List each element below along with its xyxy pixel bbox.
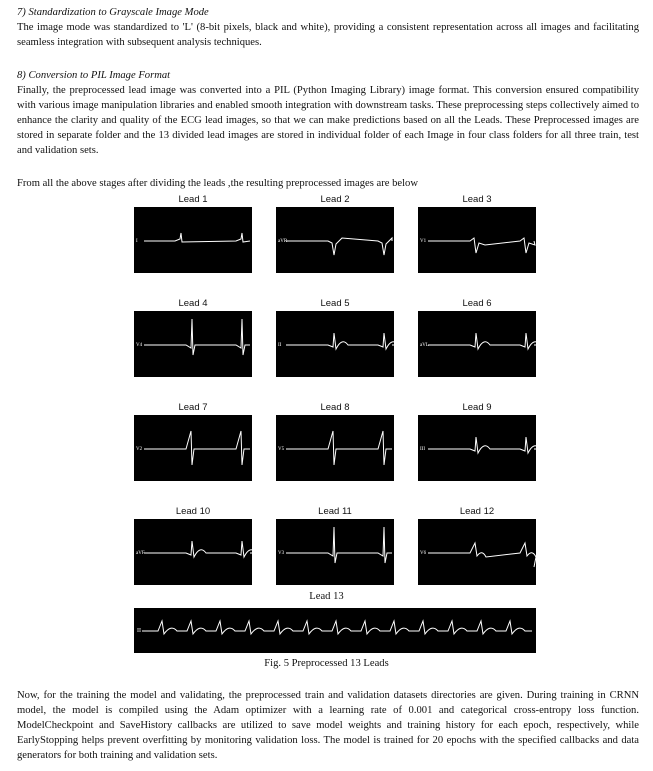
- lead-title: Lead 11: [318, 506, 352, 517]
- section-7-text: The image mode was standardized to 'L' (8-bit pixels, black and white), providing a consistent representation across all images and facilitating seamless integration with subsequent analysis techniques.: [17, 22, 639, 48]
- lead-title: Lead 1: [178, 194, 208, 205]
- lead-13-panel: [134, 608, 536, 653]
- ecg-trace: [418, 311, 536, 377]
- lead-marker: V3: [278, 551, 285, 556]
- lead-panel: [276, 207, 394, 273]
- ecg-trace: [276, 207, 394, 273]
- lead-title: Lead 4: [178, 298, 208, 309]
- lead-panel: [276, 415, 394, 481]
- section-7-heading: 7) Standardization to Grayscale Image Mode: [17, 7, 209, 18]
- ecg-trace: [134, 519, 252, 585]
- ecg-trace: [276, 311, 394, 377]
- ecg-trace: [134, 415, 252, 481]
- ecg-trace: [134, 207, 252, 273]
- lead-title: Lead 12: [459, 506, 495, 517]
- lead-title: Lead 5: [320, 298, 350, 309]
- figure-intro-line: From all the above stages after dividing the leads ,the resulting preprocessed images are below: [17, 178, 418, 189]
- training-paragraph: Now, for the training the model and validating, the preprocessed train and validation datasets directories are given. During training in CRNN model, the model is compiled using the Adam optimizer with a learning rate of 0.001 and categorical cross-entropy loss function. ModelCheckpoint and SaveHistory callbacks are utilized to save model weights and training history for each epoch, respectively, while EarlyStopping helps prevent overfitting by monitoring validation loss. The model is trained for 20 epochs with the specified callbacks and data generators for both training and validation sets.: [17, 690, 639, 761]
- lead-title: Lead 10: [175, 506, 211, 517]
- lead-marker: aVR: [278, 239, 288, 244]
- section-8: [17, 68, 639, 158]
- lead-marker: III: [420, 447, 425, 452]
- ecg-trace: [276, 519, 394, 585]
- lead-marker: aVL: [420, 343, 429, 348]
- section-8-heading: 8) Conversion to PIL Image Format: [17, 70, 171, 81]
- lead-marker: V4: [136, 343, 143, 348]
- ecg-trace: [276, 415, 394, 481]
- lead-panel: [134, 311, 252, 377]
- lead-title: Lead 2: [320, 194, 350, 205]
- lead-marker: V2: [136, 447, 143, 452]
- lead-panel: [418, 207, 536, 273]
- figure-caption: Fig. 5 Preprocessed 13 Leads: [264, 658, 389, 669]
- lead-marker: V1: [420, 239, 427, 244]
- lead-marker: aVF: [136, 551, 145, 556]
- ecg-trace: [418, 519, 536, 585]
- lead-13-ecg-trace: [134, 608, 536, 653]
- lead-panel: [418, 311, 536, 377]
- lead-13-marker: II: [137, 628, 141, 634]
- lead-panel: [134, 207, 252, 273]
- ecg-trace: [418, 415, 536, 481]
- lead-panel: [418, 415, 536, 481]
- lead-marker: II: [278, 343, 282, 348]
- section-7: [17, 5, 639, 50]
- section-8-text: Finally, the preprocessed lead image was converted into a PIL (Python Imaging Library) image format. This conversion ensured compatibility with various image manipulation libraries and enabled smooth integration with downstream tasks. These preprocessing steps collectively aimed to enhance the clarity and quality of the ECG lead images, so that we can make predictions based on all the Leads. These Preprocessed images are stored in separate folder and the 13 divided lead images are stored in individual folder of each Image in four class folders for all three train, test and validation sets.: [17, 85, 639, 156]
- ecg-trace: [134, 311, 252, 377]
- lead-panel: [134, 519, 252, 585]
- lead-13-title: Lead 13: [309, 591, 344, 602]
- lead-panel: [276, 311, 394, 377]
- lead-title: Lead 9: [462, 402, 492, 413]
- lead-marker: I: [136, 239, 138, 244]
- lead-marker: V5: [278, 447, 285, 452]
- lead-panel: [418, 519, 536, 585]
- lead-panel: [276, 519, 394, 585]
- lead-title: Lead 3: [462, 194, 492, 205]
- lead-title: Lead 6: [462, 298, 492, 309]
- ecg-trace: [418, 207, 536, 273]
- lead-title: Lead 7: [178, 402, 208, 413]
- lead-marker: V6: [420, 551, 427, 556]
- lead-title: Lead 8: [320, 402, 350, 413]
- lead-panel: [134, 415, 252, 481]
